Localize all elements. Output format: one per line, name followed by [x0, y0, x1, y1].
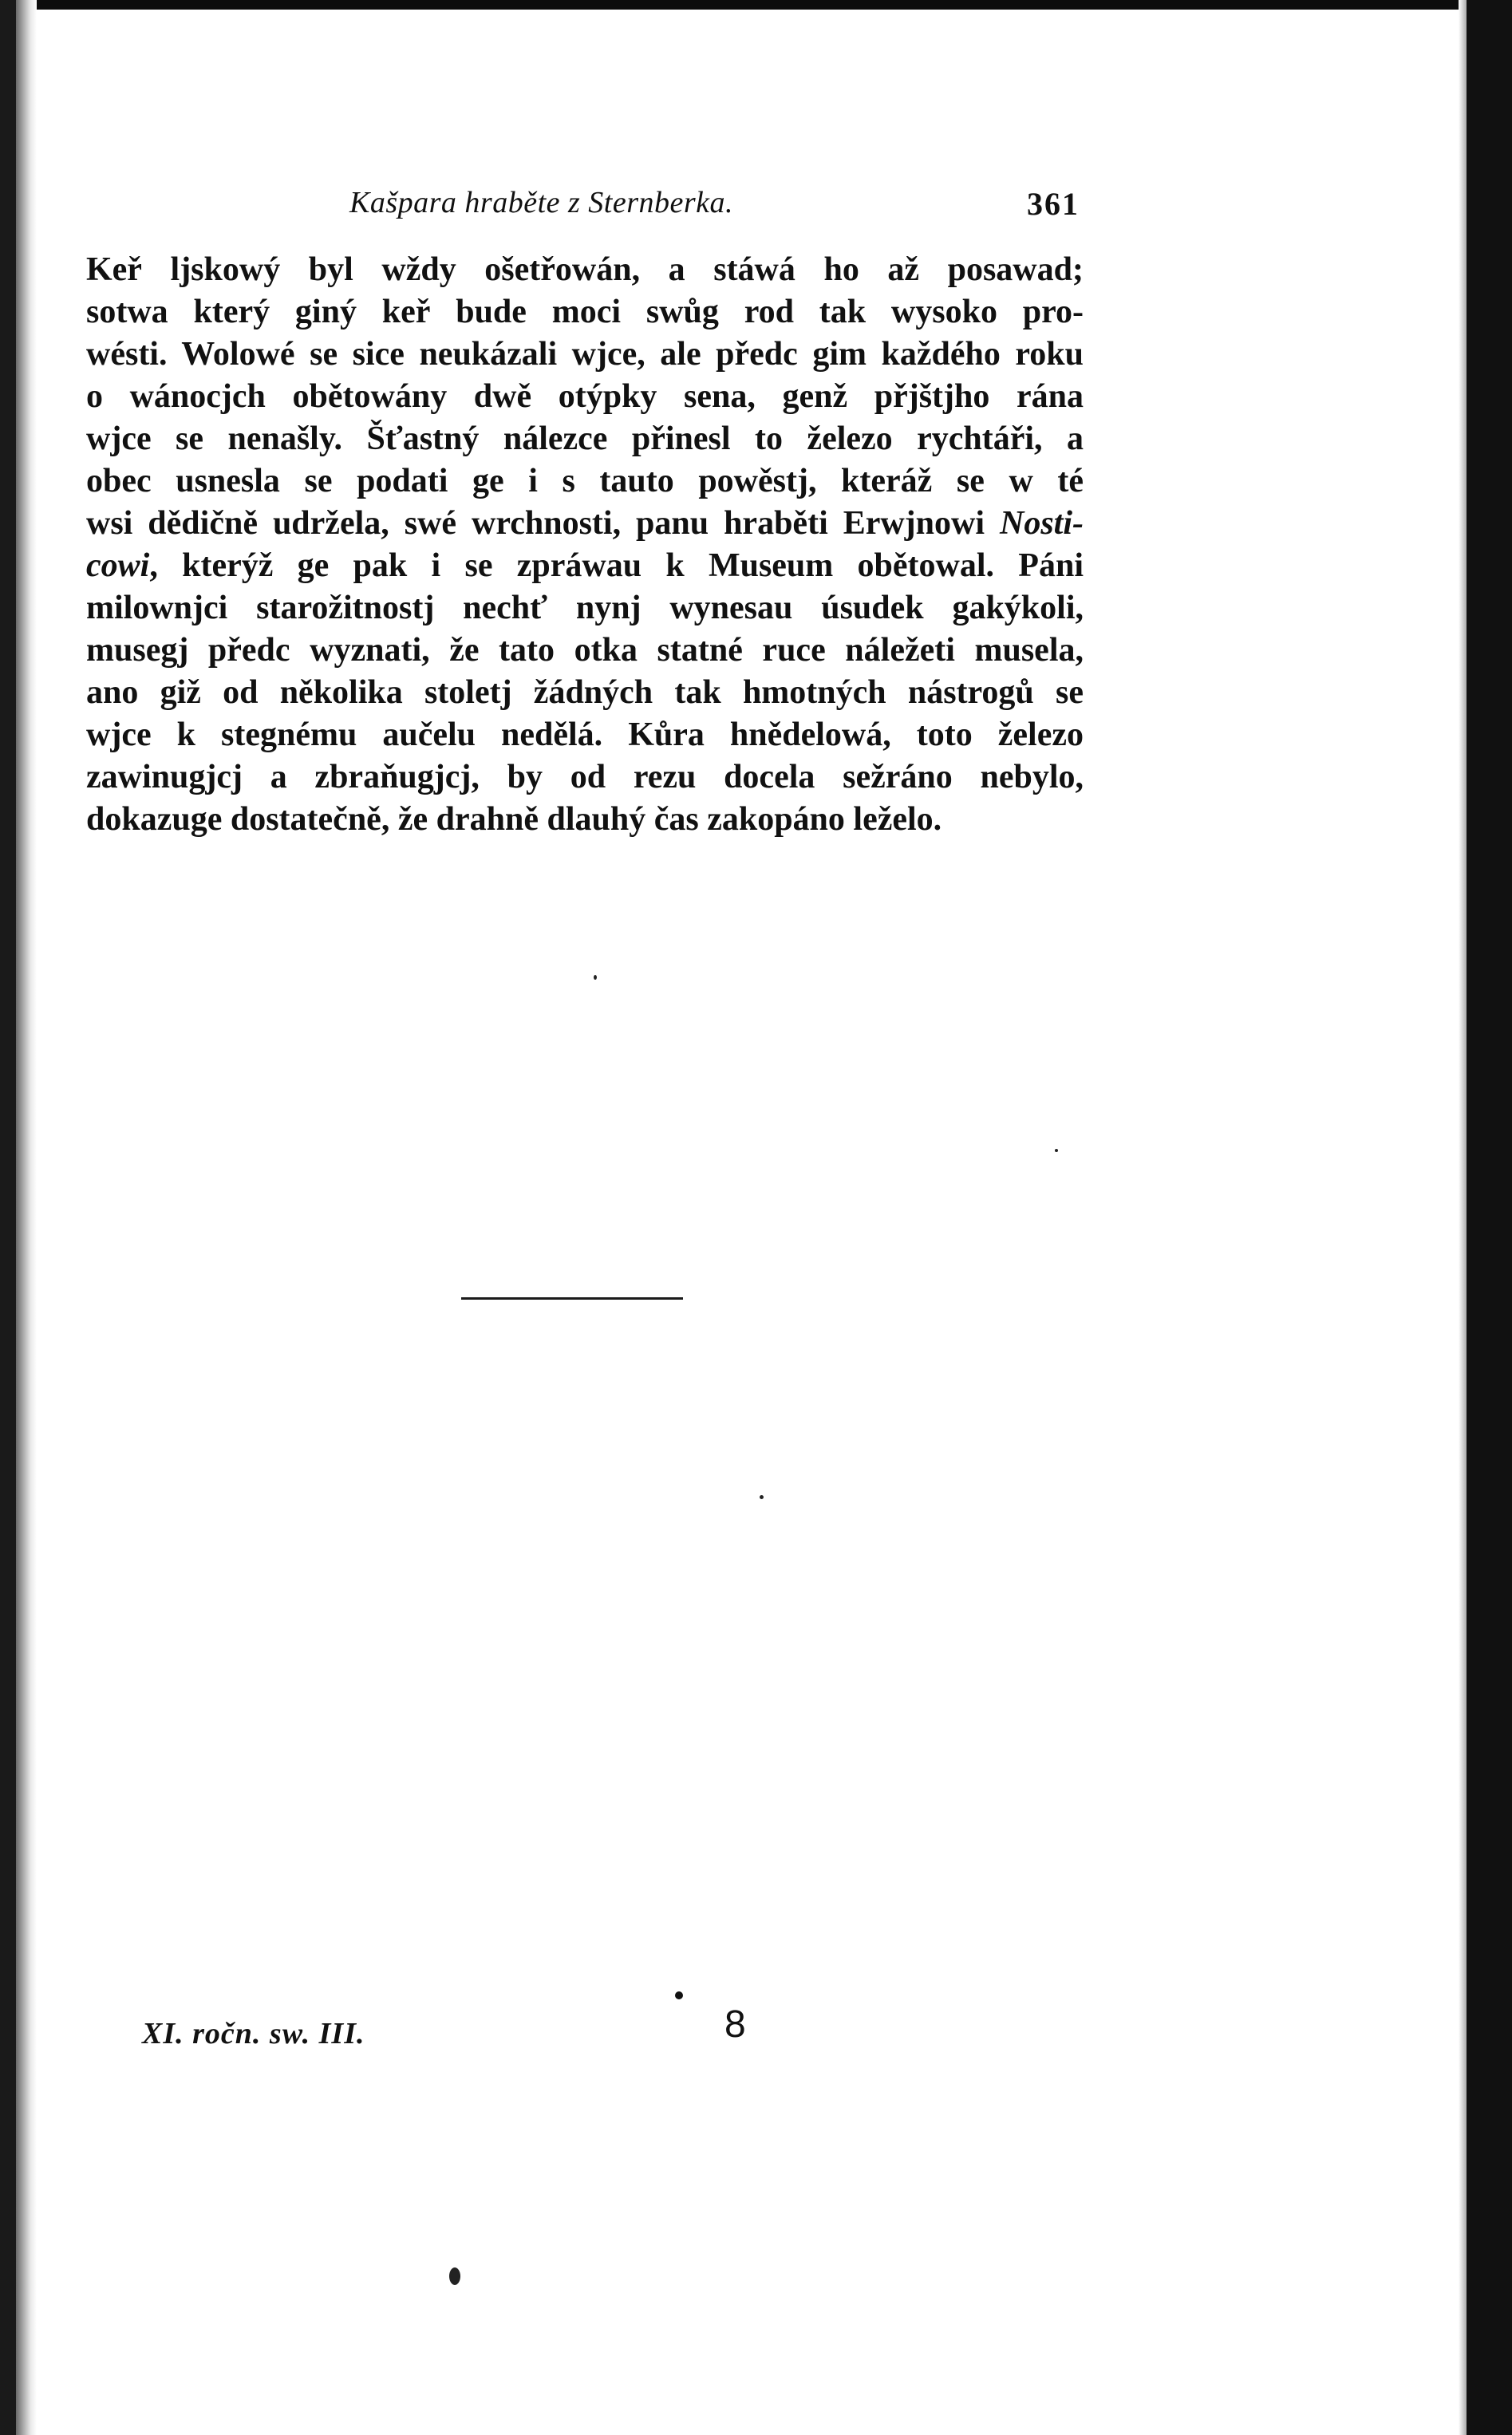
- text-line-with-name: [86, 503, 1084, 545]
- page-number: 361: [1027, 186, 1080, 222]
- footer-signature: XI. ročn. sw. III.: [142, 2017, 365, 2050]
- page-header: [86, 185, 1080, 225]
- text-line: milownjci starožitnostj nechť nynj wynesau úsudek gakýkoli,: [86, 590, 1084, 626]
- text-line: zawinugjcj a zbraňugjcj, by od rezu docela sežráno nebylo,: [86, 759, 1084, 795]
- scan-speck: [760, 1495, 764, 1499]
- scan-edge-left: [0, 0, 16, 2435]
- italic-name-part: Nosti-: [1000, 505, 1084, 542]
- text-line: wésti. Wolowé se sice neukázali wjce, ale předc gim každého roku: [86, 336, 1084, 373]
- text-line: obec usnesla se podati ge i s tauto powěstj, kteráž se w té: [86, 463, 1084, 499]
- text-line-part: wsi dědičně udržela, swé wrchnosti, panu hraběti Erwjnowi: [86, 505, 985, 542]
- text-line: Keř ljskowý byl wždy ošetřowán, a stáwá ho až posawad;: [86, 251, 1084, 288]
- footer-dot-mark: [675, 1991, 683, 1999]
- section-separator-rule: [461, 1297, 683, 1300]
- running-title: Kašpara hraběte z Sternberka.: [349, 186, 734, 219]
- scan-speck: [449, 2267, 460, 2285]
- text-line: musegj předc wyznati, že tato otka statné ruce náležeti musela,: [86, 632, 1084, 669]
- scan-speck: [1055, 1149, 1058, 1152]
- text-line-with-name: [86, 545, 1084, 587]
- text-line: o wánocjch obětowány dwě otýpky sena, genž přjštjho rána: [86, 378, 1084, 415]
- text-line-last: dokazuge dostatečně, že drahně dlauhý čas zakopáno leželo.: [86, 801, 942, 838]
- body-text: [86, 249, 1084, 841]
- text-line: sotwa který giný keř bude moci swůg rod tak wysoko pro-: [86, 294, 1084, 330]
- scan-edge-right: [1467, 0, 1512, 2435]
- scan-speck: [594, 975, 597, 980]
- text-line-part: , kterýž ge pak i se zpráwau k Museum obětowal. Páni: [149, 547, 1084, 584]
- text-line: wjce k stegnému aučelu nedělá. Kůra hnědelowá, toto železo: [86, 716, 1084, 753]
- footer-sheet-number: 8: [724, 2003, 746, 2046]
- text-line: wjce se nenašly. Šťastný nálezce přinesl to železo rychtáři, a: [86, 420, 1084, 457]
- scan-edge-left-shadow: [16, 0, 37, 2435]
- text-line: ano giž od několika stoletj žádných tak hmotných nástrogů se: [86, 674, 1084, 711]
- scan-edge-top: [0, 0, 1512, 10]
- italic-name-part: cowi: [86, 547, 150, 584]
